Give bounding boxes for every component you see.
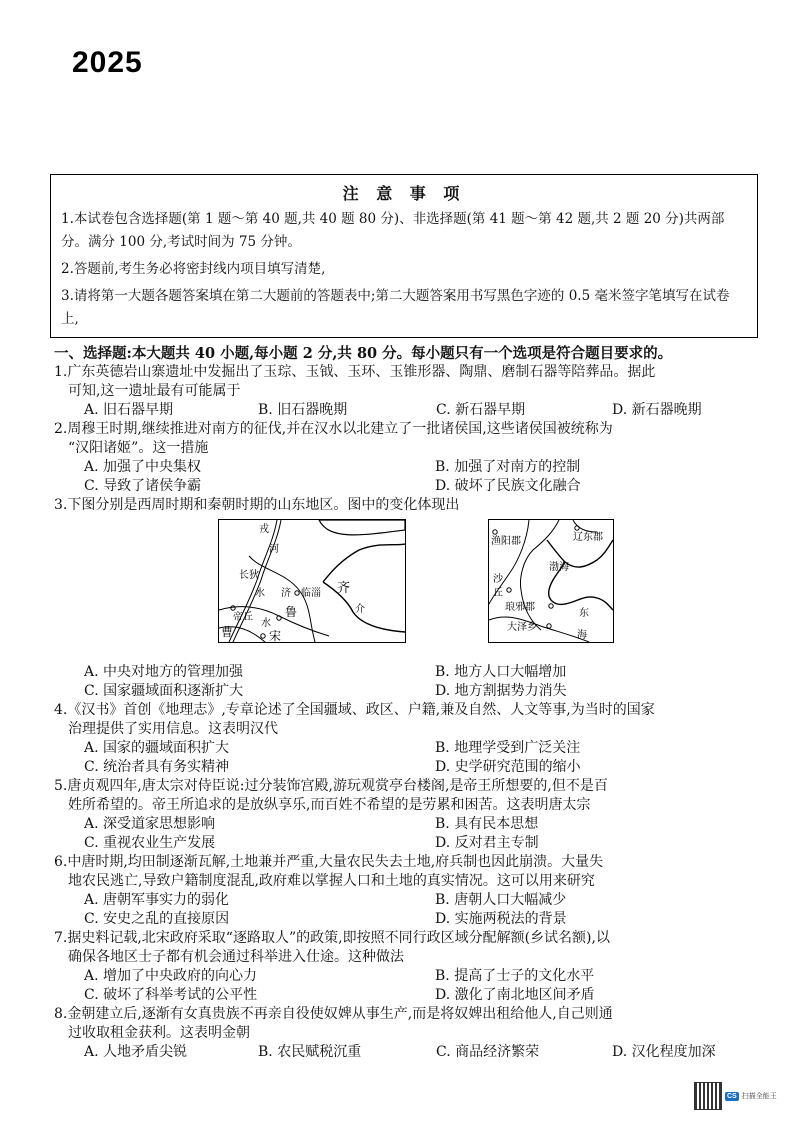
question-4-stem-cont: 治理提供了实用信息。这表明汉代 [68, 721, 278, 737]
question-2-options-row2 [50, 477, 766, 496]
question-3-option-b[interactable]: B. 地方人口大幅增加 [435, 664, 567, 680]
notice-item-2: 2.答题前,考生务必将密封线内项目填写清楚, [61, 261, 326, 277]
question-8-option-b[interactable]: B. 农民赋税沉重 [258, 1044, 362, 1060]
question-7-stem: 7.据史料记载,北宋政府采取“逐路取人”的政策,即按照不同行政区域分配解额(乡试名额),以 [54, 930, 610, 946]
question-3-options-row2 [50, 682, 766, 701]
question-3-options-row1 [50, 663, 766, 682]
question-7-options-row1 [50, 967, 766, 986]
question-4-options-row2 [50, 758, 766, 777]
question-2-option-a[interactable]: A. 加强了中央集权 [84, 459, 202, 475]
question-7 [50, 929, 766, 1005]
question-5-stem: 5.唐贞观四年,唐太宗对侍臣说:过分装饰宫殿,游玩观赏亭台楼阁,是帝王所想要的,但不是百 [54, 778, 608, 794]
map1-label-cao: 曹 [221, 625, 234, 639]
question-5-options-row1 [50, 815, 766, 834]
question-3-option-a[interactable]: A. 中央对地方的管理加强 [84, 664, 244, 680]
question-7-option-d[interactable]: D. 激化了南北地区间矛盾 [435, 987, 595, 1003]
question-1-option-d[interactable]: D. 新石器晚期 [612, 402, 702, 418]
map1-label-ji: 济 [281, 588, 291, 599]
map2-city-liaodong [575, 526, 579, 530]
question-3-option-d[interactable]: D. 地方割据势力消失 [435, 683, 567, 699]
scanner-badge-text: 扫描全能王 [741, 1093, 777, 1100]
question-2 [50, 420, 766, 496]
question-6-stem-cont: 地农民逃亡,导致户籍制度混乱,政府难以掌握人口和土地的真实情况。这可以用来研究 [68, 873, 595, 889]
map1-label-rong: 戎 [259, 524, 269, 535]
question-4 [50, 701, 766, 777]
map1-city-linzi [295, 591, 299, 595]
question-7-option-b[interactable]: B. 提高了士子的文化水平 [435, 968, 595, 984]
question-4-option-a[interactable]: A. 国家的疆域面积扩大 [84, 740, 230, 756]
map1-city-diqiu [231, 606, 235, 610]
qr-code-icon [694, 1082, 722, 1110]
question-2-option-d[interactable]: D. 破坏了民族文化融合 [435, 478, 581, 494]
question-8-option-d[interactable]: D. 汉化程度加深 [612, 1044, 716, 1060]
question-5-option-c[interactable]: C. 重视农业生产发展 [84, 835, 216, 851]
map2-label-bohai: 渤海 [549, 562, 569, 573]
question-1-option-c[interactable]: C. 新石器早期 [436, 402, 526, 418]
question-6-option-a[interactable]: A. 唐朝军事实力的弱化 [84, 892, 230, 908]
map1-label-diqiu: 帝丘 [233, 612, 253, 623]
scanner-watermark [694, 1080, 786, 1112]
notice-box [50, 174, 758, 338]
question-4-options-row1 [50, 739, 766, 758]
question-7-options-row2 [50, 986, 766, 1005]
map2-city-yuyang [493, 530, 497, 534]
question-2-stem-cont: “汉阳诸姬”。这一措施 [68, 440, 209, 456]
question-2-option-b[interactable]: B. 加强了对南方的控制 [435, 459, 581, 475]
question-4-option-c[interactable]: C. 统治者具有务实精神 [84, 759, 230, 775]
question-5-stem-cont: 姓所希望的。帝王所追求的是放纵享乐,而百姓不希望的是劳累和困苦。这表明唐太宗 [68, 797, 591, 813]
question-8 [50, 1005, 766, 1062]
map2-label-dazexiang: 大泽乡 [507, 622, 537, 633]
question-4-option-b[interactable]: B. 地理学受到广泛关注 [435, 740, 581, 756]
map-qin [488, 519, 614, 643]
question-1-option-b[interactable]: B. 旧石器晚期 [258, 402, 348, 418]
question-6-stem: 6.中唐时期,均田制逐渐瓦解,土地兼并严重,大量农民失去土地,府兵制也因此崩溃。大量失 [54, 854, 604, 870]
question-7-option-c[interactable]: C. 破坏了科举考试的公平性 [84, 987, 258, 1003]
question-3 [50, 496, 766, 701]
map1-label-qi: 齐 [337, 581, 351, 596]
question-8-stem: 8.金朝建立后,逐渐有女真贵族不再亲自役使奴婢从事生产,而是将奴婢出租给他人,自己则通 [54, 1006, 613, 1022]
map2-city-shaqiu [507, 588, 511, 592]
question-1-option-a[interactable]: A. 旧石器早期 [84, 402, 174, 418]
question-8-stem-cont: 过收取租金获利。这表明金朝 [68, 1025, 250, 1041]
question-5-option-d[interactable]: D. 反对君主专制 [435, 835, 539, 851]
map2-label-dong: 东 [579, 608, 589, 619]
map2-label-liaodong: 辽东郡 [573, 532, 603, 543]
question-6-options-row2 [50, 910, 766, 929]
camscanner-logo-icon: CS [727, 1092, 737, 1100]
map1-label-linzi: 临淄 [301, 588, 321, 599]
question-5-option-b[interactable]: B. 具有民本思想 [435, 816, 539, 832]
question-1-stem: 1.广东英德岩山寨遗址中发掘出了玉琮、玉钺、玉环、玉锥形器、陶鼎、磨制石器等陪葬品。据此 [54, 364, 656, 380]
map1-label-he: 河 [269, 544, 279, 555]
question-1-stem-cont: 可知,这一遗址最有可能属于 [68, 383, 241, 399]
map1-label-lu: 鲁 [285, 605, 298, 619]
map1-label-shui1: 水 [255, 588, 265, 599]
map-western-zhou [218, 519, 406, 643]
map1-label-song: 宋 [269, 629, 282, 642]
map2-city-langye [549, 604, 553, 608]
question-1-options [50, 401, 766, 420]
question-3-option-c[interactable]: C. 国家疆域面积逐渐扩大 [84, 683, 244, 699]
question-8-options [50, 1043, 766, 1062]
question-6-option-b[interactable]: B. 唐朝人口大幅减少 [435, 892, 567, 908]
map2-label-sha: 沙 [493, 574, 503, 585]
question-3-maps [50, 515, 766, 663]
map2-city-dazexiang [547, 624, 551, 628]
question-8-option-a[interactable]: A. 人地矛盾尖锐 [84, 1044, 188, 1060]
map1-city-song [261, 634, 265, 638]
map2-label-langye: 琅邪郡 [505, 602, 535, 613]
question-6 [50, 853, 766, 929]
question-5-option-a[interactable]: A. 深受道家思想影响 [84, 816, 216, 832]
question-2-options-row1 [50, 458, 766, 477]
question-6-option-c[interactable]: C. 安史之乱的直接原因 [84, 911, 230, 927]
question-1 [50, 363, 766, 420]
notice-item-3: 3.请将第一大题各题答案填在第二大题前的答题表中;第二大题答案用书写黑色字迹的 0.5 毫米签字笔填写在试卷上, [61, 288, 730, 327]
question-7-option-a[interactable]: A. 增加了中央政府的向心力 [84, 968, 258, 984]
map2-label-hai: 海 [577, 630, 587, 641]
map2-label-yuyang: 渔阳郡 [491, 536, 521, 547]
section-title: 一、选择题:本大题共 40 小题,每小题 2 分,共 80 分。每小题只有一个选项是符合题目要求的。 [54, 345, 673, 362]
question-4-stem: 4.《汉书》首创《地理志》,专章论述了全国疆域、政区、户籍,兼及自然、人文等事,为当时的国家 [54, 702, 655, 718]
question-6-option-d[interactable]: D. 实施两税法的背景 [435, 911, 567, 927]
question-section [50, 344, 766, 1062]
map1-label-jie: 介 [355, 604, 365, 615]
map1-label-changdi: 长狄 [239, 570, 259, 581]
map1-label-shui2: 水 [261, 618, 271, 629]
question-6-options-row1 [50, 891, 766, 910]
map2-label-qiu: 丘 [493, 588, 503, 599]
notice-item-1: 1.本试卷包含选择题(第 1 题～第 40 题,共 40 题 80 分)、非选择题(第 41 题～第 42 题,共 2 题 20 分)共两部分。满分 100 分,考试时间为 75 分钟。 [61, 211, 725, 250]
map-qin-svg [489, 520, 613, 642]
exam-year: 2025 [72, 46, 143, 79]
question-5 [50, 777, 766, 853]
map-western-zhou-svg [219, 520, 405, 642]
question-2-option-c[interactable]: C. 导致了诸侯争霸 [84, 478, 202, 494]
question-8-option-c[interactable]: C. 商品经济繁荣 [436, 1044, 540, 1060]
question-2-stem: 2.周穆王时期,继续推进对南方的征伐,并在汉水以北建立了一批诸侯国,这些诸侯国被统称为 [54, 421, 613, 437]
question-4-option-d[interactable]: D. 史学研究范围的缩小 [435, 759, 581, 775]
question-5-options-row2 [50, 834, 766, 853]
notice-title: 注 意 事 项 [342, 184, 466, 203]
question-7-stem-cont: 确保各地区士子都有机会通过科举进入仕途。这种做法 [68, 949, 404, 965]
question-3-stem: 3.下图分别是西周时期和秦朝时期的山东地区。图中的变化体现出 [54, 497, 460, 513]
